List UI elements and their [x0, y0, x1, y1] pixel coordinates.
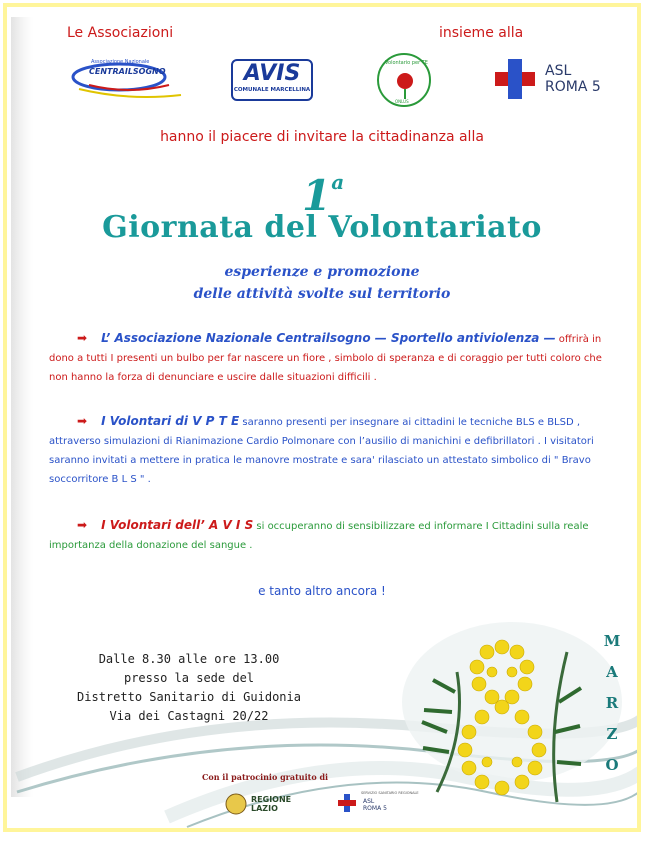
and-more: e tanto altro ancora !: [258, 584, 386, 598]
invite-line: hanno il piacere di invitare la cittadinanza alla: [160, 129, 484, 145]
avis-logo: AVIS COMUNALE MARCELLINA: [231, 59, 313, 101]
seal-icon: [225, 793, 247, 815]
cross-icon: [493, 57, 537, 101]
paragraph-centrailsogno: ➡ L’ Associazione Nazionale Centrailsogno — Sportello antiviolenza — offrirà in dono a tutti I presenti un bulbo per far nascere un fiore , simbolo di speranza e di coraggio per tutti coloro che non hanno la forza di denunciare e uscire dalle situazioni difficili .: [49, 331, 602, 383]
month-vertical: M A R Z O: [603, 632, 621, 774]
arrow-icon: ➡: [77, 414, 88, 428]
header-right: insieme alla: [439, 25, 524, 41]
subtitle: esperienze e promozione delle attività svolte sul territorio: [193, 264, 451, 302]
header-left: Le Associazioni: [67, 25, 174, 41]
cross-icon: [337, 793, 357, 813]
asl-roma5-logo: ASL ROMA 5: [493, 57, 613, 101]
mimosa-eight-icon: [407, 612, 587, 812]
arrow-icon: ➡: [77, 518, 88, 532]
vpte-logo: Volontario per TE ONLUS: [375, 51, 433, 109]
poster: [3, 3, 641, 832]
centrailsogno-logo: Associazione Nazionale CENTRAILSOGNO: [69, 55, 184, 101]
regione-lazio-logo: REGIONE LAZIO: [225, 793, 305, 819]
arrow-icon: ➡: [77, 331, 88, 345]
edition-number: 1$^a$: [302, 170, 345, 220]
paragraph-avis: ➡ I Volontari dell’ A V I S si occuperanno di sensibilizzare ed informare I Cittadini sulla reale importanza della donazione del sangue .: [49, 518, 589, 551]
patronage-label: Con il patrocinio gratuito di: [202, 772, 329, 782]
asl-roma5-footer-logo: SERVIZIO SANITARIO REGIONALE ASL ROMA 5: [337, 793, 427, 819]
page-title: Giornata del Volontariato: [102, 210, 542, 245]
paragraph-vpte: ➡ I Volontari di V P T E saranno presenti per insegnare ai cittadini le tecniche BLS e BLSD , attraverso simulazioni di Rianimazione Cardio Polmonare con l’ausilio di manichini e defibrillatori . I visitatori saranno invitati a mettere in pratica le manovre mostrate e sara' rilasciato un attestato simbolico di " Bravo soccorritore B L S " .: [49, 414, 594, 485]
venue-info: Dalle 8.30 alle ore 13.00 presso la sede del Distretto Sanitario di Guidonia Via dei Castagni 20/22: [77, 652, 301, 723]
